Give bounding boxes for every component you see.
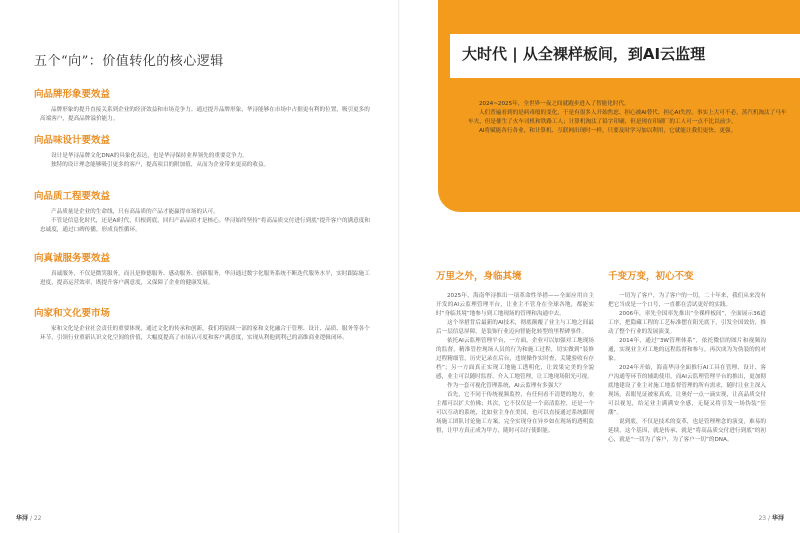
- section-heading: 向家和文化要市场: [34, 308, 111, 319]
- column-heading: 千变万变，初心不变: [608, 271, 694, 282]
- section-paragraph: 产品质量是企业的生命线，只有高品质的产品才能赢得市场的认可。: [51, 209, 219, 215]
- column-paragraph: 2025年，海南华浔推出一项革命性举措——全面应用自主开发的AI云监理管理平台，让业主不管身在全球各地，都能实时“身临其境”地参与到工地现场的管理和沟通中去。: [436, 293, 594, 317]
- section-culture: [34, 305, 372, 343]
- section-service: [34, 250, 372, 288]
- intro-paragraph: AI将赋能各行各业，和计算机、互联网出现时一样，只要及时学习加以利用，它就能让我们更快、更强。: [479, 128, 737, 134]
- column-paragraph: 依托AI云监理管理平台，一方面，企业可以加强对工地现场的监督，精准管控现场人员的行为和施工过程，切实做到“装修过程精细管，历史记录在后台，违规操作实时查，关键验收有存档”；另一方面真正实现工地施工透明化，让效果完美的全貌感，业主可以随时监督、介入工地管理，让工地现场阳光可视。: [436, 338, 594, 380]
- column-left: [436, 268, 594, 436]
- section-brand: [34, 86, 372, 124]
- column-heading: 万里之外，身临其境: [436, 271, 522, 282]
- section-paragraph: 家和文化是企业社会责任的重要体现，通过文化的传承和创新，我们将陆续一部的家和文化融合于管理、设计、品质、服务等各个环节，引领行业重新认识文化空间的价值，大幅度提高了市场认可度和客户满意度，实现从利他到利己的高维商业逻辑闭环。: [40, 326, 370, 341]
- folio-number: 23 /: [758, 515, 771, 522]
- article-title: 大时代 | 从全裸样板间，到AI云监理: [462, 45, 706, 63]
- folio-brand: 华浔: [771, 515, 784, 522]
- folio-number: / 22: [29, 515, 42, 522]
- column-paragraph: 这个举措背后最新的AI技术，彻底颠覆了业主与工地之间最后一层信息屏障，是装饰行业迈向智能化转型的里程碑事件。: [436, 320, 594, 335]
- column-paragraph: 作为一套可视化管理系统，AI云监理有多强大？: [447, 383, 565, 389]
- column-paragraph: 2024年开始，海南华浔全面推行AI工具在管理、设计、客户沟通等环节的辅助使用，而AI云监理管理平台的推出，更加彻底地建设了业主对施工地监督管理的所有需求，随时让业主深入现场，表眼见证被家真成，让奥好一点一滴实现，让高品质交付可以视见，给足业主满满安全感，无疑又将引发一场伪装“狂潮”。: [608, 365, 766, 416]
- section-heading: 向品味设计要效益: [34, 135, 111, 146]
- section-heading: 向真诚服务要效益: [34, 253, 111, 264]
- section-heading: 向品质工程要效益: [34, 191, 111, 202]
- section-paragraph: 独特的设计理念能够吸引更多的客户，提高项目的附加值，从而为企业带来更高的收益。: [51, 162, 270, 168]
- column-right: [608, 268, 766, 445]
- intro-paragraph: 人们普遍看到的是病毒般的变化，于是有很多人开始焦虑、担心被AI替代、担心AI失控。事实上大可不必，蒸汽机淘汰了马车车夫，但是催生了火车司机和铁路工人；计算机淘汰了铅字印刷，但是现在印刷厂的工人可一点不比以前少。: [468, 110, 787, 125]
- section-design: [34, 132, 372, 170]
- section-quality: [34, 188, 372, 235]
- page-number-left: [16, 513, 42, 522]
- section-paragraph: 品牌形象的提升直接关系到企业的经济效益和市场竞争力。通过提升品牌形象，华浔能够在市场中占据更有利的位置，吸引更多的高端客户，提高品牌溢价能力。: [40, 107, 370, 122]
- section-paragraph: 不管是信息化时代，还是AI时代，归根到底，回归产品品质才是核心。华浔始终坚持“将高品质交付进行到底”提升客户的满意度和忠诚度，通过口碑传播，形成良性循环。: [40, 218, 370, 233]
- column-paragraph: 2014年，通过“3W管理体系”，依托微信的图片和视频沟通，实现业主对工地的远程监督和参与，再次成为为伪装的的对象。: [608, 338, 766, 362]
- intro-text: [468, 100, 788, 136]
- column-paragraph: 2006年，率先全国率先推出“全裸样板间”，全面展示36道工序，把隐藏工程的工艺标准摆在阳光底下，引发全国效仿，推动了整个行业的发展演变。: [608, 311, 766, 335]
- column-paragraph: 一切为了客户，为了客户的一切，二十年来，我们从来没有把它当成是一个口号，一直都在尝试更好的实践。: [608, 293, 766, 308]
- section-heading: 向品牌形象要效益: [34, 89, 111, 100]
- page-title: 五个“向”：价值转化的核心逻辑: [34, 54, 224, 69]
- title-box: [450, 34, 800, 78]
- page-number-right: [758, 513, 784, 522]
- right-page: [400, 0, 800, 533]
- column-paragraph: 首先，它不同于传统视频监控，有任何看不清楚的地方，业主都可以扩大仿佛；其次，它不仅仅是一个高清监控，还是一个可以互动的系统，比如业主身在美国，也可以直接通过系统跟现场施工团队讨论施工方案，完全实现身在异乡如在现场的透明监督，让甲方真正成为甲方，随时可以行使职能。: [436, 392, 594, 434]
- intro-paragraph: 2024~2025年，全世界一夜之间就跑步进入了智能化时代。: [479, 101, 630, 107]
- column-paragraph: 说到底，不仅是技术的变革，也是管理理念的演变，难易的延续，这个基因，就是传承，就是“将高品质交付进行到底”的初心，就是“一切为了客户，为了客户一切”的DNA。: [608, 419, 766, 443]
- folio-brand: 华浔: [16, 515, 29, 522]
- section-paragraph: 真诚服务，不仅是微笑服务，而且是修德服务、感动服务、创新服务，华浔通过数字化服务系统不断迭代服务水平，实时跟踪施工进度，提高运营效率，既提升客户满意度，又保障了企业的健康发展。: [40, 271, 370, 286]
- section-paragraph: 设计是华浔品牌文化DNA的具象化表达，也是华浔保持业界领先的重要竞争力。: [51, 153, 248, 159]
- orange-header-block: [438, 0, 800, 212]
